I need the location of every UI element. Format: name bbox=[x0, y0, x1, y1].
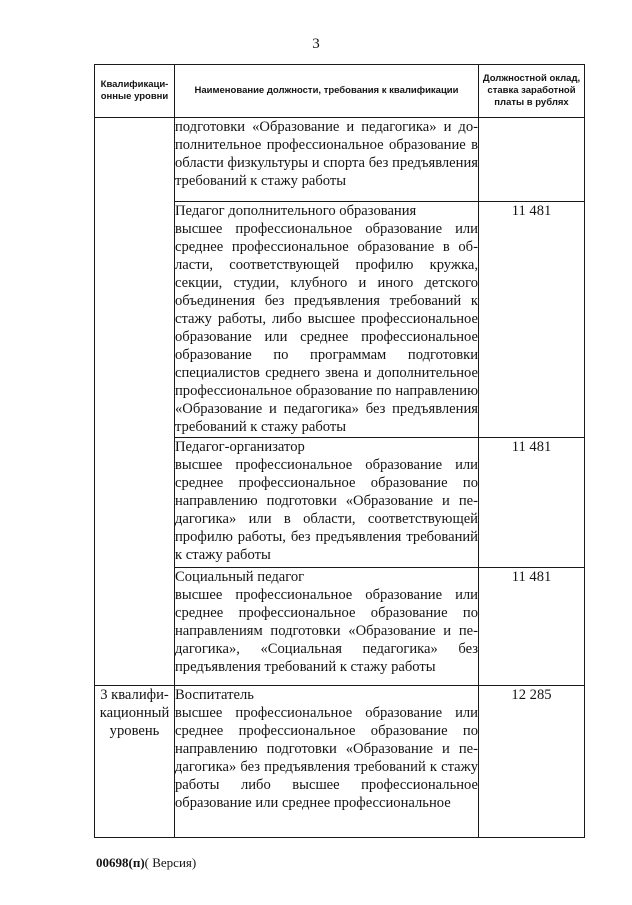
table-row bbox=[95, 686, 585, 838]
salary-cell: 11 481 bbox=[479, 568, 585, 686]
salary-cell: 11 481 bbox=[479, 438, 585, 568]
salary-cell bbox=[479, 118, 585, 202]
requirements-text: высшее профессиональное образование или среднее профессиональное образование в области, соответствующей профилю кружка, секции, студии, клубного и иного детского объединения без предъявления требований к стажу работы, либо высшее профессиональное образование или среднее профессиональное образование по программам подготовки специалистов среднего звена и дополнительное профессиональное образование по направлению «Образование и педагогика» без предъявления требований к стажу работы bbox=[175, 221, 478, 435]
salary-cell: 12 285 bbox=[479, 686, 585, 838]
level-cell: 3 квалификационный уровень bbox=[95, 686, 175, 838]
requirements-text: высшее профессиональное образование или среднее профессиональное образование по направлениям подготовки «Образование и педагогика», «Социальная педагогика» без предъявления требований к стажу работы bbox=[175, 587, 478, 675]
requirements-text: высшее профессиональное образование или среднее профессиональное образование по направлению подготовки «Образование и педагогика» или в области, соответствующей профилю работы, без предъявления требований к стажу работы bbox=[175, 457, 478, 563]
salary-cell: 11 481 bbox=[479, 202, 585, 438]
version-label: ( Версия) bbox=[144, 855, 197, 870]
position-title: Социальный педагог bbox=[175, 569, 305, 585]
page-number: 3 bbox=[312, 36, 320, 52]
position-cell bbox=[175, 686, 479, 838]
header-levels: Квалификаци-онные уровни bbox=[95, 65, 175, 118]
document-code: 00698(п) bbox=[96, 855, 145, 870]
header-position: Наименование должности, требования к квалификации bbox=[175, 65, 479, 118]
requirements-text: высшее профессиональное образование или среднее профессиональное образование по направлению подготовки «Образование и педагогика» без предъявления требований к стажу работы либо высшее профессиональное образование или среднее профессиональное bbox=[175, 705, 478, 811]
position-cell bbox=[175, 438, 479, 568]
document-footer bbox=[96, 855, 196, 871]
header-salary: Должностной оклад, ставка заработной платы в рублях bbox=[479, 65, 585, 118]
level-cell bbox=[95, 118, 175, 686]
table-row bbox=[95, 118, 585, 202]
position-cell bbox=[175, 568, 479, 686]
position-title: Педагог-организатор bbox=[175, 439, 305, 455]
qualification-table bbox=[94, 64, 585, 838]
requirements-text: подготовки «Образование и педагогика» и дополнительное профессиональное образование в области физкультуры и спорта без предъявления требований к стажу работы bbox=[175, 119, 478, 189]
position-cell bbox=[175, 118, 479, 202]
table-header-row bbox=[95, 65, 585, 118]
position-cell bbox=[175, 202, 479, 438]
position-title: Воспитатель bbox=[175, 687, 254, 703]
position-title: Педагог дополнительного образования bbox=[175, 203, 417, 219]
